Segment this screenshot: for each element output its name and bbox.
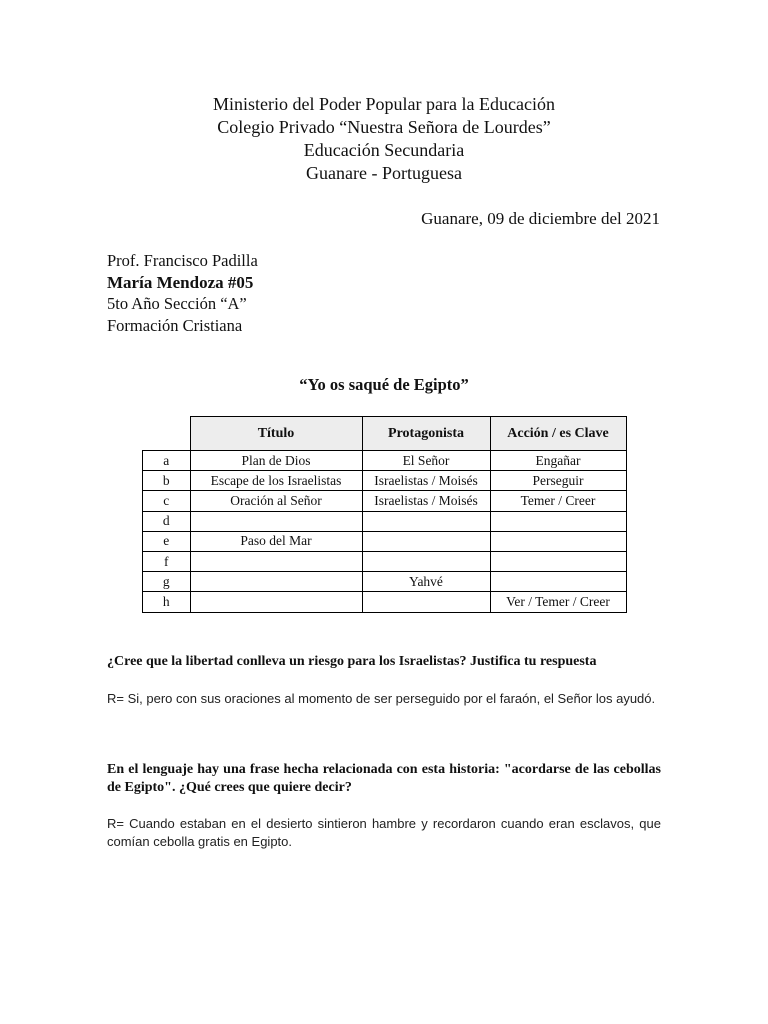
header-level: Educación Secundaria [303, 140, 465, 160]
table-cell-letter: e [143, 531, 191, 551]
table-row [143, 592, 627, 612]
table-row [143, 572, 627, 592]
table-cell-protagonist [362, 511, 490, 531]
document-header [0, 93, 768, 185]
table-cell-protagonist [362, 551, 490, 571]
document-date: Guanare, 09 de diciembre del 2021 [421, 209, 660, 228]
table-row [143, 531, 627, 551]
table-cell-protagonist: El Señor [362, 451, 490, 471]
header-ministry: Ministerio del Poder Popular para la Educación [213, 94, 555, 114]
table-header-blank [143, 417, 191, 451]
table-cell-action: Temer / Creer [490, 491, 626, 511]
table-cell-letter: c [143, 491, 191, 511]
table-cell-letter: g [143, 572, 191, 592]
table-cell-protagonist: Yahvé [362, 572, 490, 592]
table-header-protagonist: Protagonista [362, 417, 490, 451]
table-row [143, 471, 627, 491]
table-cell-letter: b [143, 471, 191, 491]
header-location: Guanare - Portuguesa [306, 163, 462, 183]
table-cell-action [490, 531, 626, 551]
header-school: Colegio Privado “Nuestra Señora de Lourdes” [217, 117, 551, 137]
grade-section: 5to Año Sección “A” [107, 294, 247, 313]
page-title: “Yo os saqué de Egipto” [299, 375, 469, 394]
table-cell-title: Paso del Mar [190, 531, 362, 551]
table-header-action: Acción / es Clave [490, 417, 626, 451]
student-name: María Mendoza #05 [107, 272, 254, 292]
table-row [143, 451, 627, 471]
story-table [142, 416, 627, 613]
table-cell-action: Perseguir [490, 471, 626, 491]
table-cell-title [190, 592, 362, 612]
table-header-title: Título [190, 417, 362, 451]
table-cell-action [490, 511, 626, 531]
table-cell-letter: d [143, 511, 191, 531]
subject-name: Formación Cristiana [107, 315, 243, 335]
table-cell-action: Ver / Temer / Creer [490, 592, 626, 612]
question-1: ¿Cree que la libertad conlleva un riesgo para los Israelistas? Justifica tu respuesta [107, 654, 597, 669]
table-cell-letter: f [143, 551, 191, 571]
table-row [143, 511, 627, 531]
table-cell-protagonist [362, 531, 490, 551]
table-cell-title: Escape de los Israelistas [190, 471, 362, 491]
table-cell-protagonist: Israelistas / Moisés [362, 471, 490, 491]
question-2: En el lenguaje hay una frase hecha relacionada con esta historia: "acordarse de las cebollas de Egipto". ¿Qué crees que quiere decir? [107, 762, 661, 795]
table-cell-protagonist: Israelistas / Moisés [362, 491, 490, 511]
answer-2: R= Cuando estaban en el desierto sintieron hambre y recordaron cuando eran esclavos, que comían cebolla gratis en Egipto. [107, 816, 661, 849]
table-cell-title [190, 572, 362, 592]
table-cell-title [190, 511, 362, 531]
table-cell-title: Plan de Dios [190, 451, 362, 471]
table-row [143, 551, 627, 571]
table-cell-title [190, 551, 362, 571]
table-cell-letter: h [143, 592, 191, 612]
table-cell-action [490, 572, 626, 592]
table-cell-protagonist [362, 592, 490, 612]
table-cell-action [490, 551, 626, 571]
table-row [143, 491, 627, 511]
student-info [107, 250, 258, 336]
table-cell-action: Engañar [490, 451, 626, 471]
table-header-row [143, 417, 627, 451]
teacher-name: Prof. Francisco Padilla [107, 251, 258, 270]
table-cell-letter: a [143, 451, 191, 471]
answer-1: R= Si, pero con sus oraciones al momento de ser perseguido por el faraón, el Señor los ayudó. [107, 691, 656, 706]
table-cell-title: Oración al Señor [190, 491, 362, 511]
